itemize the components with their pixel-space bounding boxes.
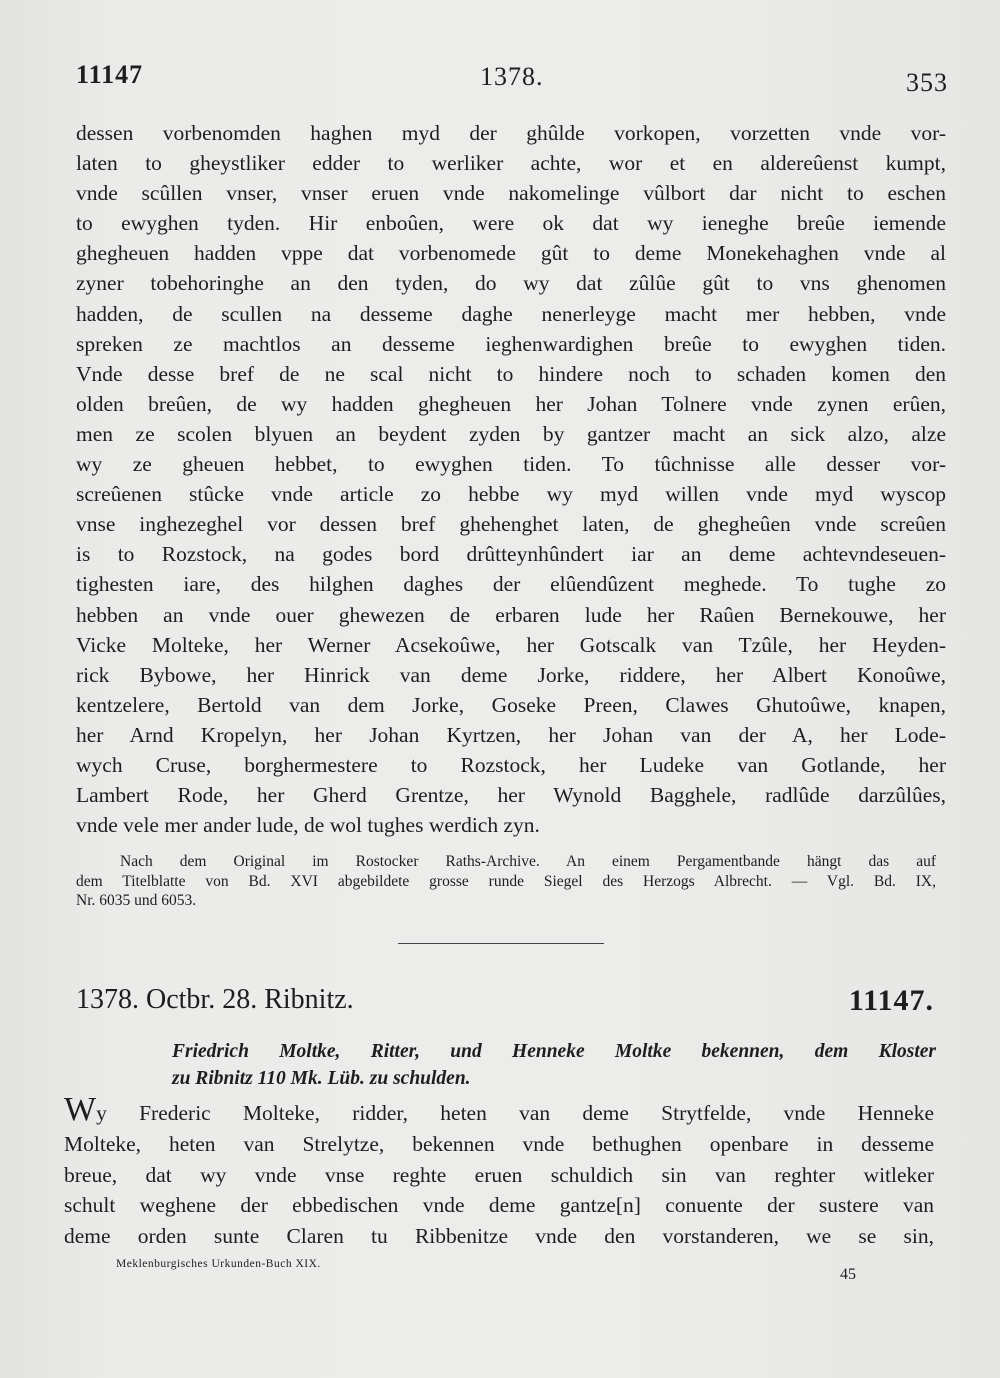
summary-line: zu Ribnitz 110 Mk. Lüb. zu schulden. xyxy=(172,1068,471,1089)
footer-sheet-number: 45 xyxy=(840,1266,856,1283)
text-line: ghegheuen hadden vppe dat vorbenomede gût to deme Monekehaghen vnde al xyxy=(76,241,946,266)
text-line: tighesten iare, des hilghen daghes der elûendûzent meghede. To tughe zo xyxy=(76,572,946,597)
text-line: hadden, de scullen na desseme daghe nenerleyge macht mer hebben, vnde xyxy=(76,301,946,326)
entry-date-place: 1378. Octbr. 28. Ribnitz. xyxy=(76,984,354,1015)
text-line: hebben an vnde ouer ghewezen de erbaren lude her Raûen Bernekouwe, her xyxy=(76,602,946,627)
note-line: Nr. 6035 und 6053. xyxy=(76,892,197,909)
header-year: 1378. xyxy=(480,62,544,91)
text-line: screûenen stûcke vnde article zo hebbe wy myd willen vnde myd wyscop xyxy=(76,482,946,507)
section-divider xyxy=(398,943,604,944)
text-line: laten to gheystliker edder to werliker achte, wor et en aldereûenst kumpt, xyxy=(76,151,946,176)
header-page-number: 353 xyxy=(906,68,948,97)
entry-number: 11147. xyxy=(848,984,934,1017)
text-line: kentzelere, Bertold van dem Jorke, Goseke Preen, Clawes Ghutoûwe, knapen, xyxy=(76,692,946,717)
charter-text xyxy=(64,1091,934,1252)
drop-cap: W xyxy=(64,1091,97,1128)
summary-line: Friedrich Moltke, Ritter, und Henneke Moltke bekennen, dem Kloster xyxy=(172,1041,936,1062)
page-footer xyxy=(116,1258,856,1288)
text-line: vnse inghezeghel vor dessen bref ghehenghet laten, de ghegheûen vnde screûen xyxy=(76,512,946,537)
text-line: Vicke Molteke, her Werner Acsekoûwe, her Gotscalk van Tzûle, her Heyden- xyxy=(76,632,946,657)
text-line: spreken ze machtlos an desseme ieghenwardighen breûe to ewyghen tiden. xyxy=(76,331,946,356)
charter-first-line xyxy=(64,1091,934,1129)
page-header xyxy=(76,58,948,98)
charter-line: deme orden sunte Claren tu Ribbenitze vnde den vorstanderen, we se sin, xyxy=(64,1224,934,1249)
charter-line: schult weghene der ebbedischen vnde deme gantze[n] conuente der sustere van xyxy=(64,1193,934,1218)
text-line: Lambert Rode, her Gherd Grentze, her Wynold Bagghele, radlûde darzûlûes, xyxy=(76,783,946,808)
entry-summary xyxy=(76,1038,936,1092)
text-line: her Arnd Kropelyn, her Johan Kyrtzen, her Johan van der A, her Lode- xyxy=(76,722,946,747)
text-line: to ewyghen tyden. Hir enboûen, were ok dat wy ieneghe breûe iemende xyxy=(76,211,946,236)
entry-heading xyxy=(76,984,934,1024)
text-line: vnde vele mer ander lude, de wol tughes werdich zyn. xyxy=(76,813,540,838)
source-note xyxy=(76,852,936,911)
charter-line: Molteke, heten van Strelytze, bekennen vnde bethughen openbare in desseme xyxy=(64,1131,934,1156)
footer-signature: Meklenburgisches Urkunden-Buch XIX. xyxy=(116,1258,321,1270)
text-line: wy ze gheuen hebbet, to ewyghen tiden. To tûchnisse alle desser vor- xyxy=(76,452,946,477)
charter-line: breue, dat wy vnde vnse reghte eruen schuldich sin van reghter witleker xyxy=(64,1162,934,1187)
text-line: zyner tobehoringhe an den tyden, do wy dat zûlûe gût to vns ghenomen xyxy=(76,271,946,296)
note-line: Nach dem Original im Rostocker Raths-Archive. An einem Pergamentbande hängt das auf xyxy=(120,853,936,870)
text-line: rick Bybowe, her Hinrick van deme Jorke, riddere, her Albert Konoûwe, xyxy=(76,662,946,687)
main-text xyxy=(76,118,946,840)
text-line: wych Cruse, borghermestere to Rozstock, her Ludeke van Gotlande, her xyxy=(76,752,946,777)
text-line: olden breûen, de wy hadden ghegheuen her Johan Tolnere vnde zynen erûen, xyxy=(76,391,946,416)
text-line: dessen vorbenomden haghen myd der ghûlde vorkopen, vorzetten vnde vor- xyxy=(76,121,946,145)
header-document-number: 11147 xyxy=(76,60,144,89)
charter-first-line-text: y Frederic Molteke, ridder, heten van deme Strytfelde, vnde Henneke xyxy=(96,1101,934,1125)
text-line: vnde scûllen vnser, vnser eruen vnde nakomelinge vûlbort dar nicht to eschen xyxy=(76,181,946,206)
text-line: Vnde desse bref de ne scal nicht to hindere noch to schaden komen den xyxy=(76,361,946,386)
text-line: men ze scolen blyuen an beydent zyden by gantzer macht an sick alzo, alze xyxy=(76,421,946,446)
note-line: dem Titelblatte von Bd. XVI abgebildete grosse runde Siegel des Herzogs Albrecht. — Vgl. Bd. IX, xyxy=(76,872,936,890)
text-line: is to Rozstock, na godes bord drûtteynhûndert iar an deme achtevndeseuen- xyxy=(76,542,946,567)
